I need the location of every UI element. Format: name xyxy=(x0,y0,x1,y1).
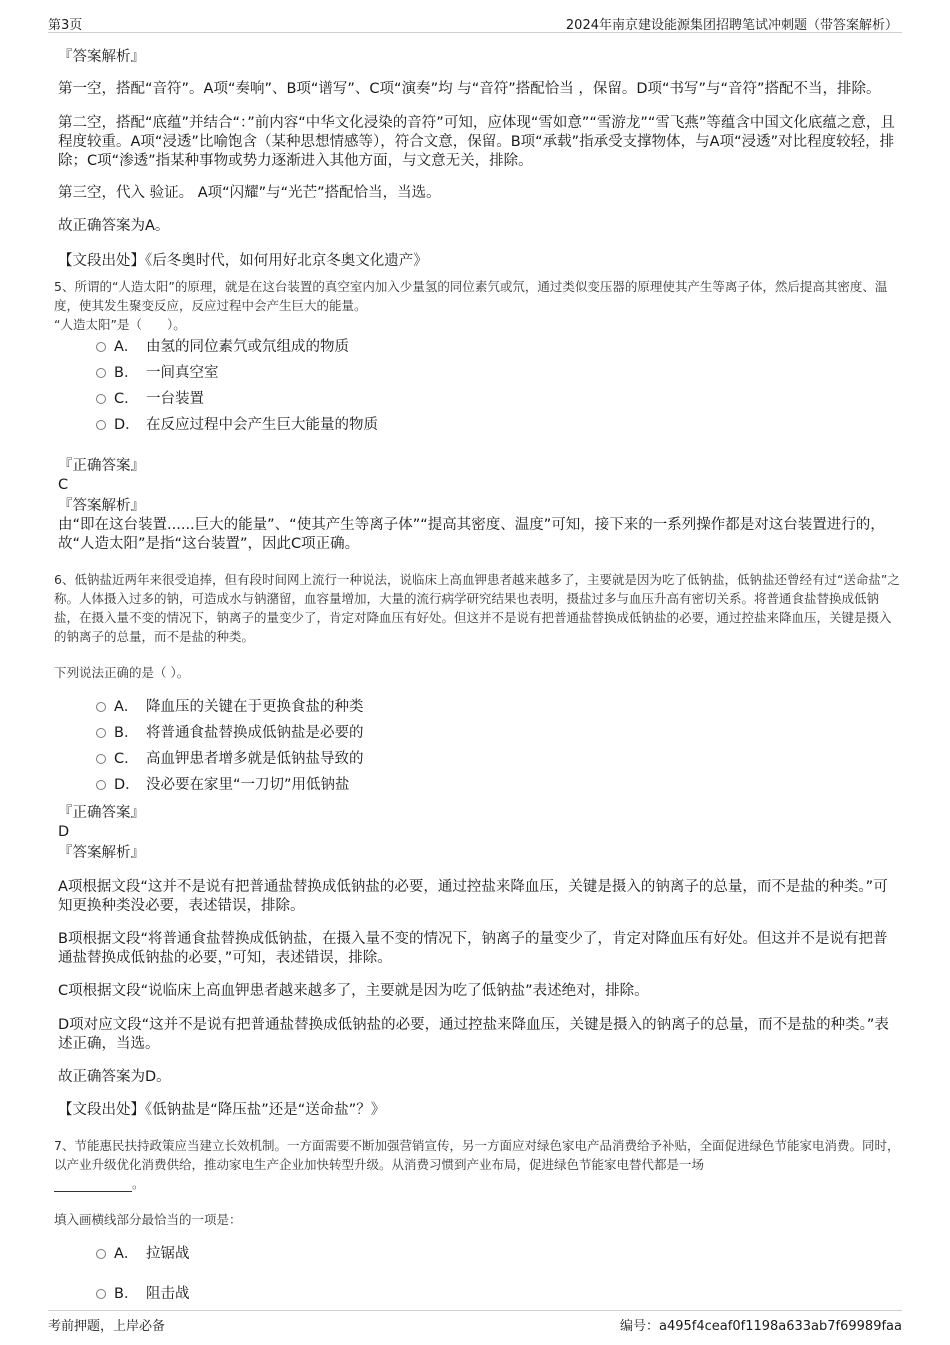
question-text xyxy=(54,570,900,646)
paragraph-text: 【文段出处】《低钠盐是“降压盐”还是“送命盐”？》 xyxy=(58,1102,386,1118)
answer-text xyxy=(58,516,898,554)
answer-text xyxy=(58,1016,898,1054)
paragraph-text: 『答案解析』 xyxy=(58,49,145,65)
option-label: B． xyxy=(114,725,139,741)
option-label: B． xyxy=(114,365,139,381)
option-text: 一台装置 xyxy=(146,391,204,407)
option-label: D． xyxy=(114,777,140,793)
answer-text xyxy=(58,497,898,516)
option-text: 高血钾患者增多就是低钠盐导致的 xyxy=(146,751,364,767)
option-text: 由氢的同位素氕或氘组成的物质 xyxy=(146,339,349,355)
paragraph-text: 『正确答案』 xyxy=(58,805,145,821)
answer-text xyxy=(58,457,898,476)
footer-slogan: 考前押题，上岸必备 xyxy=(48,1319,166,1334)
paragraph-text: 『答案解析』 xyxy=(58,498,145,514)
option-text: 将普通食盐替换成低钠盐是必要的 xyxy=(146,725,364,741)
option-label: A． xyxy=(114,699,139,715)
paragraph-text: 下列说法正确的是（ ）。 xyxy=(54,665,190,680)
question-text xyxy=(54,1136,900,1193)
paragraph-text: C项根据文段“说临床上高血钾患者越来越多了，主要就是因为吃了低钠盐”表述绝对，排除。 xyxy=(58,983,649,999)
document-id: 编号：a495f4ceaf0f1198a633ab7f69989faa xyxy=(620,1319,902,1334)
option-text: 阻击战 xyxy=(146,1286,190,1302)
radio-icon[interactable] xyxy=(96,702,106,712)
question-text xyxy=(54,315,900,334)
answer-option[interactable] xyxy=(96,389,204,409)
option-text: 降血压的关键在于更换食盐的种类 xyxy=(146,699,364,715)
paragraph-text: 第二空，搭配“底蕴”并结合“：”前内容“中华文化浸染的音符”可知，应体现“雪如意”“雪游龙”“雪飞燕”等蕴含中国文化底蕴之意，且程度较重。A项“浸透”比喻饱含（某种思想情感等），符合文意，保留。B项“承载”指承受支撑物体，与A项“浸透”对比程度较轻，排除；C项“渗透”指某种事物或势力逐渐进入其他方面，与文意无关，排除。 xyxy=(58,115,895,169)
page-number: 第3页 xyxy=(48,18,83,33)
radio-icon[interactable] xyxy=(96,1289,106,1299)
answer-text xyxy=(58,844,898,863)
paragraph-text: B项根据文段“将普通食盐替换成低钠盐，在摄入量不变的情况下，钠离子的量变少了，肯定对降血压有好处。但这并不是说有把普通盐替换成低钠盐的必要，”可知，表述错误，排除。 xyxy=(58,931,888,966)
paragraph-tail: 。 xyxy=(132,1176,145,1191)
radio-icon[interactable] xyxy=(96,394,106,404)
radio-icon[interactable] xyxy=(96,754,106,764)
answer-option[interactable] xyxy=(96,1284,190,1304)
option-text: 没必要在家里“一刀切”用低钠盐 xyxy=(146,777,350,793)
paragraph-text: 7、节能惠民扶持政策应当建立长效机制。一方面需要不断加强营销宣传，另一方面应对绿色家电产品消费给予补贴，全面促进绿色节能家电消费。同时，以产业升级优化消费供给，推动家电生产企业加快转型升级。从消费习惯到产业布局，促进绿色节能家电替代都是一场 xyxy=(54,1138,900,1172)
answer-text xyxy=(58,982,898,1001)
answer-text xyxy=(58,48,898,67)
paragraph-text: 第三空，代入 验证。 A项“闪耀”与“光芒”搭配恰当，当选。 xyxy=(58,185,441,201)
paragraph-text: 故正确答案为D。 xyxy=(58,1069,171,1085)
answer-option[interactable] xyxy=(96,1244,190,1264)
question-text xyxy=(54,663,900,682)
answer-text xyxy=(58,804,898,823)
answer-option[interactable] xyxy=(96,775,350,795)
radio-icon[interactable] xyxy=(96,368,106,378)
question-text xyxy=(54,277,900,315)
answer-option[interactable] xyxy=(96,697,364,717)
paragraph-text: 5、所谓的“人造太阳”的原理，就是在这台装置的真空室内加入少量氢的同位素氕或氘，通过类似变压器的原理使其产生等离子体，然后提高其密度、温度，使其发生聚变反应，反应过程中会产生巨大的能量。 xyxy=(54,279,888,313)
paragraph-text: 『正确答案』 xyxy=(58,458,145,474)
answer-text xyxy=(58,184,898,203)
answer-text xyxy=(58,930,898,968)
option-text: 一间真空室 xyxy=(146,365,219,381)
paragraph-text: D xyxy=(58,824,70,840)
paragraph-text: 由“即在这台装置......巨大的能量”、“使其产生等离子体”“提高其密度、温度”可知，接下来的一系列操作都是对这台装置进行的，故“人造太阳”是指“这台装置”，因此C项正确。 xyxy=(58,517,885,552)
document-title: 2024年南京建设能源集团招聘笔试冲刺题（带答案解析） xyxy=(565,18,898,33)
paragraph-text: 【文段出处】《后冬奥时代，如何用好北京冬奥文化遗产》 xyxy=(58,253,428,269)
radio-icon[interactable] xyxy=(96,342,106,352)
paragraph-text: 6、低钠盐近两年来很受追捧，但有段时间网上流行一种说法，说临床上高血钾患者越来越多了，主要就是因为吃了低钠盐，低钠盐还曾经有过“送命盐”之称。人体摄入过多的钠，可造成水与钠潴留，血容量增加，大量的流行病学研究结果也表明，摄盐过多与血压升高有密切关系。将普通食盐替换成低钠盐，在摄入量不变的情况下，钠离子的量变少了，肯定对降血压有好处。但这并不是说有把普通盐替换成低钠盐的必要，通过控盐来降血压，关键是摄入的钠离子的总量，而不是盐的种类。 xyxy=(54,572,900,644)
answer-text xyxy=(58,114,898,171)
answer-text xyxy=(58,476,898,495)
radio-icon[interactable] xyxy=(96,1249,106,1259)
answer-option[interactable] xyxy=(96,723,364,743)
radio-icon[interactable] xyxy=(96,780,106,790)
fill-blank xyxy=(54,1177,132,1192)
question-text xyxy=(54,1210,900,1229)
answer-option[interactable] xyxy=(96,749,364,769)
radio-icon[interactable] xyxy=(96,728,106,738)
paragraph-text: 故正确答案为A。 xyxy=(58,218,170,234)
answer-text xyxy=(58,1101,898,1120)
option-text: 拉锯战 xyxy=(146,1246,190,1262)
paragraph-text: A项根据文段“这并不是说有把普通盐替换成低钠盐的必要，通过控盐来降血压，关键是摄入的钠离子的总量，而不是盐的种类。”可知更换种类没必要，表述错误，排除。 xyxy=(58,879,888,914)
paragraph-text: “人造太阳”是（ ）。 xyxy=(54,317,186,332)
option-text: 在反应过程中会产生巨大能量的物质 xyxy=(146,417,378,433)
radio-icon[interactable] xyxy=(96,420,106,430)
page-footer xyxy=(48,1310,902,1339)
answer-text xyxy=(58,252,898,271)
answer-option[interactable] xyxy=(96,363,219,383)
paragraph-text: C xyxy=(58,477,69,493)
option-label: D． xyxy=(114,417,140,433)
answer-text xyxy=(58,878,898,916)
paragraph-text: D项对应文段“这并不是说有把普通盐替换成低钠盐的必要，通过控盐来降血压，关键是摄入的钠离子的总量，而不是盐的种类。”表述正确，当选。 xyxy=(58,1017,889,1052)
option-label: A． xyxy=(114,339,139,355)
answer-text xyxy=(58,80,898,99)
paragraph-text: 填入画横线部分最恰当的一项是： xyxy=(54,1212,242,1227)
option-label: C． xyxy=(114,751,139,767)
paragraph-text: 『答案解析』 xyxy=(58,845,145,861)
option-label: A． xyxy=(114,1246,139,1262)
option-label: B． xyxy=(114,1286,139,1302)
option-label: C． xyxy=(114,391,139,407)
answer-option[interactable] xyxy=(96,337,349,357)
answer-text xyxy=(58,217,898,236)
page-header xyxy=(48,12,902,33)
answer-text xyxy=(58,823,898,842)
answer-text xyxy=(58,1068,898,1087)
answer-option[interactable] xyxy=(96,415,378,435)
paragraph-text: 第一空，搭配“音符”。A项“奏响”、B项“谱写”、C项“演奏”均 与“音符”搭配恰当 ，保留。D项“书写”与“音符”搭配不当，排除。 xyxy=(58,81,881,97)
